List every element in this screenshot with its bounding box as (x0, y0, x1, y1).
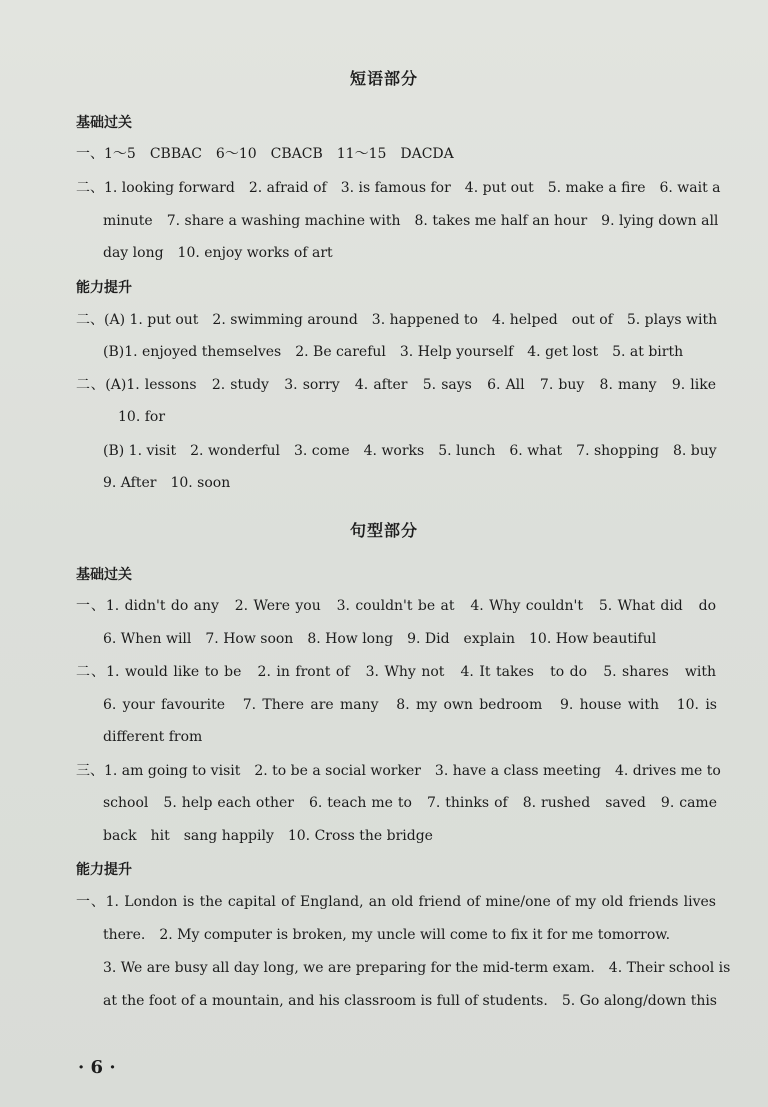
answer-text: 二、1. looking forward 2. afraid of 3. is famous for 4. put out 5. make a fire 6. wait a (76, 180, 721, 196)
answer-text: 一、1～5 CBBAC 6～10 CBACB 11～15 DACDA (76, 146, 454, 162)
answer-line (118, 407, 732, 427)
answer-line (103, 695, 717, 715)
subheading-basic: 基础过关 (76, 567, 132, 583)
answer-text: 二、1. would like to be 2. in front of 3. Why not 4. It takes to do 5. shares with (76, 664, 716, 680)
subheading-advanced: 能力提升 (76, 280, 132, 296)
answer-text: (B) 1. visit 2. wonderful 3. come 4. works 5. lunch 6. what 7. shopping 8. buy (103, 443, 717, 459)
answer-line (103, 826, 717, 846)
answer-line (76, 375, 716, 395)
answer-line (76, 761, 721, 781)
answer-line (103, 727, 717, 747)
answer-text: 10. for (118, 409, 166, 425)
answer-line (76, 662, 716, 682)
answer-line (76, 310, 716, 330)
subheading-basic: 基础过关 (76, 115, 132, 131)
answer-text: 3. We are busy all day long, we are preparing for the mid-term exam. 4. Their school is (103, 960, 731, 976)
answer-text: 三、1. am going to visit 2. to be a social worker 3. have a class meeting 4. drives me to (76, 763, 721, 779)
answer-text: different from (103, 729, 203, 745)
answer-text: 一、1. London is the capital of England, an old friend of mine/one of my old friends lives (76, 894, 716, 910)
section-title-sentences: 句型部分 (349, 521, 418, 540)
subheading-advanced: 能力提升 (76, 862, 132, 878)
answer-line (103, 925, 717, 945)
answer-text: 一、1. didn't do any 2. Were you 3. couldn't be at 4. Why couldn't 5. What did do (76, 598, 716, 614)
answer-line (103, 342, 717, 362)
answer-line (103, 473, 717, 493)
answer-line (76, 596, 716, 616)
answer-text: 9. After 10. soon (103, 475, 231, 491)
answer-line (103, 958, 731, 978)
answer-text: back hit sang happily 10. Cross the bridge (103, 828, 433, 844)
answer-line (103, 793, 717, 813)
answer-line (103, 243, 717, 263)
page-number: · 6 · (78, 1057, 116, 1078)
answer-text: (B)1. enjoyed themselves 2. Be careful 3. Help yourself 4. get lost 5. at birth (103, 344, 684, 360)
answer-text: minute 7. share a washing machine with 8. takes me half an hour 9. lying down all (103, 213, 719, 229)
answer-line (103, 211, 717, 231)
answer-text: school 5. help each other 6. teach me to 7. thinks of 8. rushed saved 9. came (103, 795, 717, 811)
answer-line (76, 892, 716, 912)
answer-text: 6. When will 7. How soon 8. How long 9. Did explain 10. How beautiful (103, 631, 657, 647)
answer-line (76, 178, 721, 198)
answer-text: 6. your favourite 7. There are many 8. my own bedroom 9. house with 10. is (103, 697, 717, 713)
answer-text: day long 10. enjoy works of art (103, 245, 333, 261)
answer-line (76, 144, 716, 164)
answer-text: 二、(A) 1. put out 2. swimming around 3. happened to 4. helped out of 5. plays with (76, 312, 718, 328)
section-title-phrases: 短语部分 (349, 69, 418, 88)
answer-text: 二、(A)1. lessons 2. study 3. sorry 4. after 5. says 6. All 7. buy 8. many 9. like (76, 377, 716, 393)
answer-text: at the foot of a mountain, and his classroom is full of students. 5. Go along/down this (103, 993, 717, 1009)
answer-line (103, 991, 717, 1011)
answer-line (103, 441, 717, 461)
answer-text: there. 2. My computer is broken, my uncle will come to fix it for me tomorrow. (103, 927, 671, 943)
answer-line (103, 629, 717, 649)
